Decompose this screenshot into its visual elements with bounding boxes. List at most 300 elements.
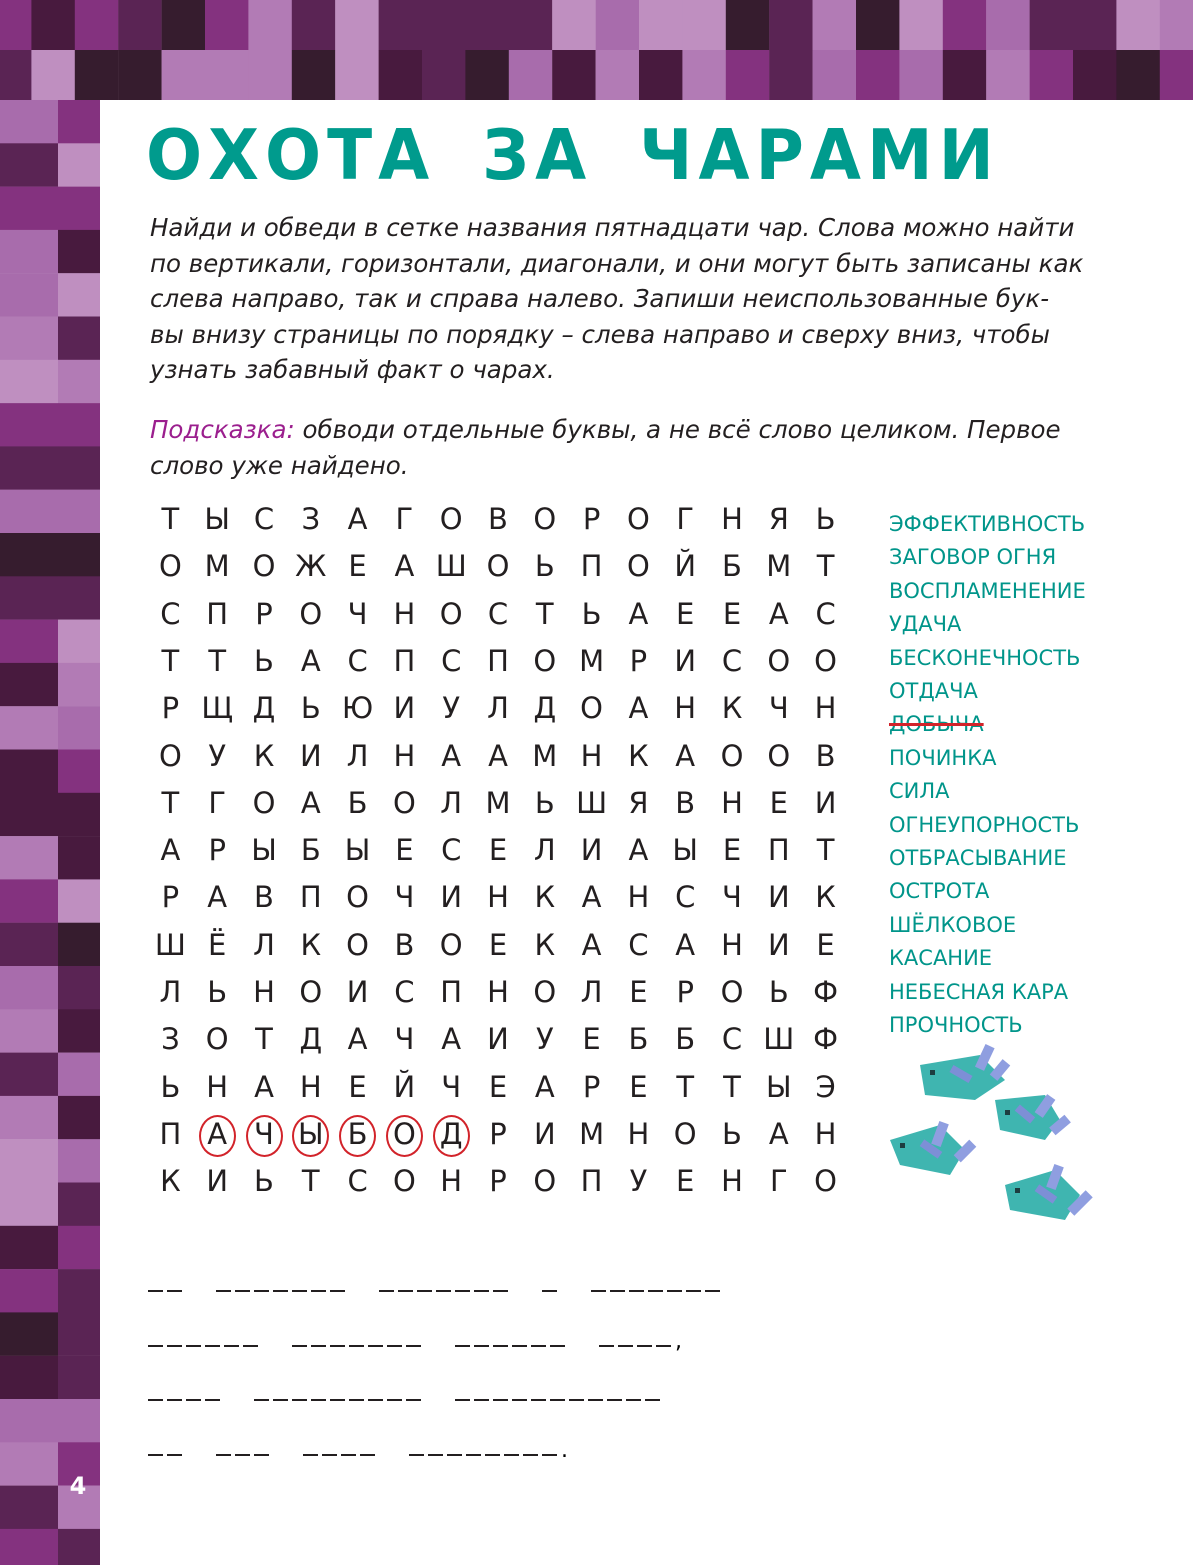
- letter-blank[interactable]: [186, 1399, 201, 1401]
- grid-letter[interactable]: Е: [722, 833, 742, 868]
- letter-blank[interactable]: [588, 1399, 603, 1401]
- grid-letter[interactable]: Б: [628, 1022, 649, 1057]
- grid-letter[interactable]: О: [626, 502, 650, 536]
- letter-blank[interactable]: [417, 1290, 432, 1292]
- letter-blank[interactable]: [607, 1399, 622, 1401]
- grid-letter[interactable]: Ь: [815, 502, 836, 536]
- grid-letter[interactable]: И: [346, 975, 369, 1009]
- grid-letter[interactable]: Й: [393, 1069, 416, 1104]
- grid-letter[interactable]: А: [768, 596, 789, 631]
- letter-blank[interactable]: [610, 1290, 625, 1292]
- letter-blank[interactable]: [645, 1399, 660, 1401]
- grid-letter[interactable]: Е: [488, 833, 508, 868]
- grid-letter[interactable]: О: [533, 643, 557, 678]
- letter-blank[interactable]: [205, 1399, 220, 1401]
- grid-letter[interactable]: Ф: [813, 1022, 839, 1057]
- letter-blank[interactable]: [504, 1454, 519, 1456]
- grid-letter[interactable]: Ш: [435, 549, 467, 584]
- grid-letter[interactable]: Н: [393, 596, 416, 631]
- grid-letter[interactable]: И: [767, 927, 790, 962]
- letter-blank[interactable]: [330, 1290, 345, 1292]
- grid-letter[interactable]: П: [393, 643, 416, 678]
- grid-letter[interactable]: Л: [533, 833, 556, 868]
- grid-letter[interactable]: П: [206, 596, 229, 631]
- grid-letter[interactable]: О: [533, 1164, 557, 1199]
- grid-letter[interactable]: Е: [676, 1164, 695, 1199]
- letter-blank[interactable]: [216, 1290, 231, 1292]
- grid-letter[interactable]: Т: [723, 1069, 741, 1104]
- grid-letter[interactable]: Т: [816, 833, 835, 868]
- letter-blank[interactable]: [455, 1290, 470, 1292]
- grid-letter[interactable]: Д: [428, 1111, 475, 1158]
- grid-letter[interactable]: Ь: [207, 975, 228, 1009]
- grid-letter[interactable]: Р: [161, 691, 180, 726]
- letter-blank[interactable]: [406, 1345, 421, 1347]
- grid-letter[interactable]: Ч: [722, 880, 742, 915]
- grid-letter[interactable]: Е: [348, 549, 367, 584]
- grid-letter[interactable]: Ш: [154, 927, 186, 962]
- letter-blank[interactable]: [542, 1454, 557, 1456]
- answer-word-blank[interactable]: [216, 1436, 273, 1456]
- letter-blank[interactable]: [466, 1454, 481, 1456]
- grid-letter[interactable]: З: [301, 502, 321, 536]
- grid-letter[interactable]: А: [675, 927, 696, 962]
- letter-blank[interactable]: [512, 1399, 527, 1401]
- grid-letter[interactable]: Р: [161, 880, 180, 915]
- grid-letter[interactable]: А: [768, 1116, 789, 1151]
- answer-word-blank[interactable]: [148, 1327, 262, 1347]
- grid-letter[interactable]: Д: [533, 691, 557, 726]
- grid-letter[interactable]: Б: [334, 1111, 381, 1158]
- grid-letter[interactable]: Е: [722, 596, 742, 631]
- grid-letter[interactable]: Й: [674, 549, 697, 584]
- grid-letter[interactable]: О: [767, 643, 791, 678]
- answer-word-blank[interactable]: [591, 1272, 724, 1292]
- grid-letter[interactable]: К: [815, 880, 836, 915]
- grid-letter[interactable]: П: [299, 880, 322, 915]
- grid-letter[interactable]: Ч: [768, 691, 789, 726]
- letter-blank[interactable]: [167, 1399, 182, 1401]
- grid-letter[interactable]: А: [628, 833, 649, 868]
- grid-letter[interactable]: А: [441, 1022, 462, 1057]
- grid-letter[interactable]: Ы: [251, 833, 277, 868]
- letter-blank[interactable]: [409, 1454, 424, 1456]
- grid-letter[interactable]: У: [629, 1164, 648, 1199]
- letter-blank[interactable]: [618, 1345, 633, 1347]
- grid-letter[interactable]: Т: [161, 502, 180, 536]
- grid-letter[interactable]: Б: [300, 833, 321, 868]
- letter-blank[interactable]: [686, 1290, 701, 1292]
- grid-letter[interactable]: С: [253, 502, 275, 536]
- letter-blank[interactable]: [387, 1345, 402, 1347]
- grid-letter[interactable]: О: [392, 1164, 416, 1199]
- grid-letter[interactable]: О: [299, 975, 323, 1009]
- letter-blank[interactable]: [205, 1345, 220, 1347]
- letter-blank[interactable]: [523, 1454, 538, 1456]
- letter-blank[interactable]: [474, 1399, 489, 1401]
- grid-letter[interactable]: А: [207, 880, 228, 915]
- grid-letter[interactable]: Т: [161, 643, 180, 678]
- letter-blank[interactable]: [550, 1399, 565, 1401]
- grid-letter[interactable]: Ь: [581, 596, 602, 631]
- grid-letter[interactable]: И: [674, 643, 697, 678]
- grid-letter[interactable]: З: [161, 1022, 180, 1057]
- grid-letter[interactable]: Ч: [241, 1111, 288, 1158]
- grid-letter[interactable]: Е: [676, 596, 695, 631]
- grid-letter[interactable]: Т: [301, 1164, 320, 1199]
- grid-letter[interactable]: О: [720, 738, 744, 773]
- answer-word-blank[interactable]: [254, 1381, 425, 1401]
- letter-blank[interactable]: [667, 1290, 682, 1292]
- letter-blank[interactable]: [493, 1345, 508, 1347]
- grid-letter[interactable]: О: [299, 596, 323, 631]
- letter-blank[interactable]: [656, 1345, 671, 1347]
- grid-letter[interactable]: М: [766, 549, 792, 584]
- grid-letter[interactable]: С: [394, 975, 415, 1009]
- grid-letter[interactable]: А: [300, 785, 321, 820]
- grid-letter[interactable]: Ь: [160, 1069, 181, 1104]
- grid-letter[interactable]: В: [394, 927, 415, 962]
- letter-blank[interactable]: [216, 1454, 231, 1456]
- letter-blank[interactable]: [436, 1290, 451, 1292]
- grid-letter[interactable]: А: [347, 1022, 368, 1057]
- letter-blank[interactable]: [531, 1345, 546, 1347]
- grid-letter[interactable]: Ж: [295, 549, 327, 584]
- grid-letter[interactable]: А: [675, 738, 696, 773]
- grid-letter[interactable]: Т: [208, 643, 227, 678]
- grid-letter[interactable]: Р: [255, 596, 273, 631]
- grid-letter[interactable]: А: [347, 502, 368, 536]
- grid-letter[interactable]: И: [767, 880, 790, 915]
- letter-blank[interactable]: [167, 1345, 182, 1347]
- letter-blank[interactable]: [626, 1399, 641, 1401]
- grid-letter[interactable]: Ш: [576, 785, 608, 820]
- grid-letter[interactable]: Б: [675, 1022, 696, 1057]
- grid-letter[interactable]: А: [581, 927, 602, 962]
- grid-letter[interactable]: Ь: [300, 691, 321, 726]
- letter-blank[interactable]: [406, 1399, 421, 1401]
- grid-letter[interactable]: В: [675, 785, 696, 820]
- grid-letter[interactable]: Д: [252, 691, 276, 726]
- grid-letter[interactable]: Т: [676, 1069, 695, 1104]
- grid-letter[interactable]: Ь: [534, 785, 555, 820]
- letter-blank[interactable]: [292, 1399, 307, 1401]
- answer-word-blank[interactable]: [292, 1327, 425, 1347]
- grid-letter[interactable]: Н: [721, 927, 743, 962]
- answer-word-blank[interactable]: [409, 1436, 561, 1456]
- grid-letter[interactable]: Г: [208, 785, 227, 820]
- grid-letter[interactable]: А: [534, 1069, 555, 1104]
- grid-letter[interactable]: Ь: [722, 1116, 742, 1151]
- grid-letter[interactable]: О: [814, 1164, 837, 1199]
- letter-blank[interactable]: [349, 1345, 364, 1347]
- grid-letter[interactable]: И: [299, 738, 322, 773]
- grid-letter[interactable]: Н: [674, 691, 697, 726]
- grid-letter[interactable]: О: [158, 738, 182, 773]
- letter-blank[interactable]: [360, 1454, 375, 1456]
- grid-letter[interactable]: Н: [253, 975, 275, 1009]
- answer-word-blank[interactable]: [148, 1436, 186, 1456]
- grid-letter[interactable]: Е: [629, 975, 648, 1009]
- grid-letter[interactable]: Ы: [204, 502, 230, 536]
- grid-letter[interactable]: Ч: [394, 880, 415, 915]
- grid-letter[interactable]: Т: [816, 549, 835, 584]
- grid-letter[interactable]: Н: [721, 502, 743, 536]
- grid-letter[interactable]: Р: [629, 643, 648, 678]
- letter-blank[interactable]: [311, 1345, 326, 1347]
- grid-letter[interactable]: Р: [208, 833, 226, 868]
- letter-blank[interactable]: [254, 1454, 269, 1456]
- grid-letter[interactable]: О: [486, 549, 510, 584]
- grid-letter[interactable]: М: [579, 1116, 605, 1151]
- grid-letter[interactable]: Ы: [344, 833, 371, 868]
- grid-letter[interactable]: Р: [676, 975, 694, 1009]
- grid-letter[interactable]: А: [194, 1111, 241, 1158]
- grid-letter[interactable]: К: [253, 738, 275, 773]
- grid-letter[interactable]: Л: [253, 927, 275, 962]
- grid-letter[interactable]: Л: [487, 691, 509, 726]
- grid-letter[interactable]: К: [534, 880, 556, 915]
- grid-letter[interactable]: Е: [395, 833, 414, 868]
- answer-word-blank[interactable]: [455, 1381, 664, 1401]
- grid-letter[interactable]: В: [815, 738, 836, 773]
- grid-letter[interactable]: И: [440, 880, 463, 915]
- grid-letter[interactable]: И: [814, 785, 837, 820]
- letter-blank[interactable]: [148, 1290, 163, 1292]
- grid-letter[interactable]: С: [675, 880, 696, 915]
- grid-letter[interactable]: Б: [722, 549, 742, 584]
- answer-word-blank[interactable]: [148, 1381, 224, 1401]
- letter-blank[interactable]: [379, 1290, 394, 1292]
- grid-letter[interactable]: У: [208, 738, 227, 773]
- grid-letter[interactable]: О: [533, 975, 557, 1009]
- letter-blank[interactable]: [474, 1345, 489, 1347]
- grid-letter[interactable]: Я: [768, 502, 789, 536]
- grid-letter[interactable]: Г: [395, 502, 414, 536]
- grid-letter[interactable]: С: [487, 596, 509, 631]
- grid-letter[interactable]: П: [580, 1164, 603, 1199]
- grid-letter[interactable]: Г: [676, 502, 695, 536]
- grid-letter[interactable]: Р: [489, 1164, 507, 1199]
- grid-letter[interactable]: Ь: [768, 975, 789, 1009]
- grid-letter[interactable]: О: [673, 1116, 697, 1151]
- grid-letter[interactable]: Н: [814, 691, 837, 726]
- grid-letter[interactable]: Е: [769, 785, 788, 820]
- grid-letter[interactable]: А: [628, 691, 649, 726]
- letter-blank[interactable]: [648, 1290, 663, 1292]
- grid-letter[interactable]: О: [580, 691, 603, 726]
- grid-letter[interactable]: О: [158, 549, 182, 584]
- grid-letter[interactable]: Л: [440, 785, 463, 820]
- grid-letter[interactable]: О: [720, 975, 744, 1009]
- letter-blank[interactable]: [428, 1454, 443, 1456]
- letter-blank[interactable]: [368, 1399, 383, 1401]
- grid-letter[interactable]: А: [160, 833, 181, 868]
- grid-letter[interactable]: К: [300, 927, 322, 962]
- grid-letter[interactable]: Ы: [765, 1069, 792, 1104]
- letter-blank[interactable]: [167, 1454, 182, 1456]
- grid-letter[interactable]: Ь: [534, 549, 555, 584]
- letter-blank[interactable]: [235, 1454, 250, 1456]
- answer-word-blank[interactable]: [455, 1327, 569, 1347]
- letter-blank[interactable]: [447, 1454, 462, 1456]
- grid-letter[interactable]: Е: [488, 927, 508, 962]
- grid-letter[interactable]: О: [626, 549, 650, 584]
- answer-word-blank[interactable]: [379, 1272, 512, 1292]
- grid-letter[interactable]: О: [439, 927, 463, 962]
- letter-blank[interactable]: [292, 1345, 307, 1347]
- letter-blank[interactable]: [322, 1454, 337, 1456]
- letter-blank[interactable]: [474, 1290, 489, 1292]
- grid-letter[interactable]: Ф: [813, 975, 839, 1009]
- grid-letter[interactable]: Н: [627, 880, 650, 915]
- letter-blank[interactable]: [455, 1345, 470, 1347]
- grid-letter[interactable]: Я: [628, 785, 649, 820]
- letter-blank[interactable]: [330, 1345, 345, 1347]
- grid-letter[interactable]: Е: [488, 1069, 508, 1104]
- letter-blank[interactable]: [705, 1290, 720, 1292]
- grid-letter[interactable]: Л: [159, 975, 182, 1009]
- grid-letter[interactable]: О: [814, 643, 837, 678]
- grid-letter[interactable]: П: [440, 975, 463, 1009]
- grid-letter[interactable]: О: [767, 738, 791, 773]
- grid-letter[interactable]: Т: [161, 785, 180, 820]
- letter-blank[interactable]: [148, 1399, 163, 1401]
- grid-letter[interactable]: Р: [582, 502, 601, 536]
- grid-letter[interactable]: А: [394, 549, 415, 584]
- grid-letter[interactable]: Н: [721, 785, 743, 820]
- grid-letter[interactable]: А: [488, 738, 508, 773]
- grid-letter[interactable]: С: [160, 596, 181, 631]
- letter-blank[interactable]: [254, 1399, 269, 1401]
- grid-letter[interactable]: И: [533, 1116, 556, 1151]
- grid-letter[interactable]: Ю: [341, 691, 374, 726]
- grid-letter[interactable]: П: [767, 833, 790, 868]
- letter-blank[interactable]: [569, 1399, 584, 1401]
- grid-letter[interactable]: С: [815, 596, 836, 631]
- grid-letter[interactable]: Р: [582, 1069, 601, 1104]
- letter-blank[interactable]: [148, 1345, 163, 1347]
- grid-letter[interactable]: В: [488, 502, 508, 536]
- grid-letter[interactable]: Е: [816, 927, 835, 962]
- grid-letter[interactable]: И: [580, 833, 603, 868]
- grid-letter[interactable]: И: [393, 691, 416, 726]
- letter-blank[interactable]: [512, 1345, 527, 1347]
- letter-blank[interactable]: [349, 1399, 364, 1401]
- letter-blank[interactable]: [224, 1345, 239, 1347]
- letter-blank[interactable]: [148, 1454, 163, 1456]
- grid-letter[interactable]: Ы: [672, 833, 698, 868]
- grid-letter[interactable]: Е: [629, 1069, 648, 1104]
- grid-letter[interactable]: К: [534, 927, 556, 962]
- answer-word-blank[interactable]: [599, 1327, 675, 1347]
- grid-letter[interactable]: Ё: [208, 927, 227, 962]
- grid-letter[interactable]: М: [485, 785, 511, 820]
- letter-blank[interactable]: [167, 1290, 182, 1292]
- grid-letter[interactable]: С: [721, 643, 743, 678]
- grid-letter[interactable]: Н: [393, 738, 416, 773]
- grid-letter[interactable]: О: [533, 502, 557, 536]
- grid-letter[interactable]: О: [346, 927, 369, 962]
- grid-letter[interactable]: Ч: [347, 596, 368, 631]
- grid-letter[interactable]: О: [252, 785, 276, 820]
- letter-blank[interactable]: [629, 1290, 644, 1292]
- grid-letter[interactable]: О: [392, 785, 416, 820]
- grid-letter[interactable]: О: [205, 1022, 229, 1057]
- grid-letter[interactable]: Ь: [254, 1164, 274, 1199]
- grid-letter[interactable]: А: [254, 1069, 274, 1104]
- grid-letter[interactable]: Н: [627, 1116, 650, 1151]
- grid-letter[interactable]: И: [487, 1022, 509, 1057]
- grid-letter[interactable]: К: [721, 691, 743, 726]
- grid-letter[interactable]: С: [347, 643, 368, 678]
- letter-blank[interactable]: [531, 1399, 546, 1401]
- letter-blank[interactable]: [550, 1345, 565, 1347]
- letter-blank[interactable]: [637, 1345, 652, 1347]
- grid-letter[interactable]: Н: [487, 880, 509, 915]
- grid-letter[interactable]: М: [532, 738, 558, 773]
- grid-letter[interactable]: Л: [346, 738, 369, 773]
- answer-word-blank[interactable]: [303, 1436, 379, 1456]
- grid-letter[interactable]: Н: [580, 738, 603, 773]
- grid-letter[interactable]: Ь: [254, 643, 274, 678]
- grid-letter[interactable]: С: [347, 1164, 368, 1199]
- grid-letter[interactable]: И: [206, 1164, 229, 1199]
- letter-blank[interactable]: [273, 1399, 288, 1401]
- grid-letter[interactable]: Н: [440, 1164, 463, 1199]
- grid-letter[interactable]: Р: [489, 1116, 507, 1151]
- letter-blank[interactable]: [542, 1290, 557, 1292]
- grid-letter[interactable]: С: [628, 927, 649, 962]
- letter-blank[interactable]: [186, 1345, 201, 1347]
- grid-letter[interactable]: С: [441, 833, 462, 868]
- grid-letter[interactable]: А: [300, 643, 321, 678]
- grid-letter[interactable]: П: [487, 643, 509, 678]
- letter-blank[interactable]: [254, 1290, 269, 1292]
- grid-letter[interactable]: С: [721, 1022, 743, 1057]
- letter-blank[interactable]: [311, 1290, 326, 1292]
- grid-letter[interactable]: Т: [255, 1022, 273, 1057]
- grid-letter[interactable]: В: [254, 880, 274, 915]
- letter-blank[interactable]: [368, 1345, 383, 1347]
- grid-letter[interactable]: Е: [582, 1022, 601, 1057]
- grid-letter[interactable]: Ы: [287, 1111, 334, 1158]
- grid-letter[interactable]: О: [439, 502, 463, 536]
- answer-word-blank[interactable]: [542, 1272, 561, 1292]
- grid-letter[interactable]: А: [441, 738, 462, 773]
- grid-letter[interactable]: О: [381, 1111, 428, 1158]
- grid-letter[interactable]: А: [628, 596, 649, 631]
- letter-blank[interactable]: [243, 1345, 258, 1347]
- grid-letter[interactable]: Щ: [201, 691, 234, 726]
- grid-letter[interactable]: М: [579, 643, 605, 678]
- grid-letter[interactable]: Е: [348, 1069, 367, 1104]
- answer-word-blank[interactable]: [216, 1272, 349, 1292]
- letter-blank[interactable]: [235, 1290, 250, 1292]
- grid-letter[interactable]: Н: [299, 1069, 322, 1104]
- grid-letter[interactable]: Н: [487, 975, 509, 1009]
- letter-blank[interactable]: [311, 1399, 326, 1401]
- grid-letter[interactable]: Ч: [394, 1022, 415, 1057]
- letter-blank[interactable]: [387, 1399, 402, 1401]
- grid-letter[interactable]: А: [581, 880, 602, 915]
- letter-blank[interactable]: [273, 1290, 288, 1292]
- letter-blank[interactable]: [398, 1290, 413, 1292]
- grid-letter[interactable]: О: [252, 549, 276, 584]
- grid-letter[interactable]: П: [159, 1116, 182, 1151]
- grid-letter[interactable]: Э: [815, 1069, 836, 1104]
- grid-letter[interactable]: Ч: [441, 1069, 462, 1104]
